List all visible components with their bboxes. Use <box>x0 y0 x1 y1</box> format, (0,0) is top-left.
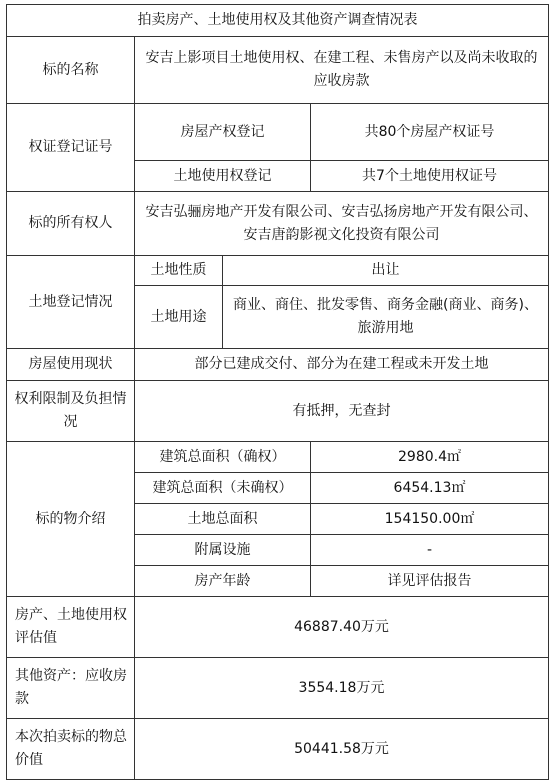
intro-item-value: - <box>311 535 549 566</box>
land-use-value: 商业、商住、批发零售、商务金融(商业、商务)、旅游用地 <box>223 286 549 349</box>
intro-item-key: 附属设施 <box>135 535 311 566</box>
row-value-restriction: 有抵押，无查封 <box>135 381 549 442</box>
intro-item-key: 房产年龄 <box>135 566 311 597</box>
row-label-land-reg: 土地登记情况 <box>7 256 135 349</box>
row-label-other: 其他资产：应收房款 <box>7 658 135 719</box>
row-value-total: 50441.58万元 <box>135 719 549 780</box>
row-label-owner: 标的所有权人 <box>7 192 135 256</box>
house-registration-key: 房屋产权登记 <box>135 104 311 161</box>
land-nature-key: 土地性质 <box>135 256 223 286</box>
row-label-total: 本次拍卖标的物总价值 <box>7 719 135 780</box>
row-label-registration: 权证登记证号 <box>7 104 135 192</box>
intro-item-key: 建筑总面积（未确权） <box>135 473 311 504</box>
land-use-key: 土地用途 <box>135 286 223 349</box>
row-value-other: 3554.18万元 <box>135 658 549 719</box>
intro-item-key: 建筑总面积（确权） <box>135 442 311 473</box>
asset-survey-table <box>6 4 549 780</box>
row-value-valuation: 46887.40万元 <box>135 597 549 658</box>
row-label-valuation: 房产、土地使用权评估值 <box>7 597 135 658</box>
row-value-owner: 安吉弘骊房地产开发有限公司、安吉弘扬房地产开发有限公司、安吉唐韵影视文化投资有限公司 <box>135 192 549 256</box>
house-registration-value: 共80个房屋产权证号 <box>311 104 549 161</box>
intro-item-value: 2980.4㎡ <box>311 442 549 473</box>
intro-item-key: 土地总面积 <box>135 504 311 535</box>
row-label-restriction: 权利限制及负担情况 <box>7 381 135 442</box>
row-value-name: 安吉上影项目土地使用权、在建工程、未售房产以及尚未收取的应收房款 <box>135 37 549 104</box>
intro-item-value: 154150.00㎡ <box>311 504 549 535</box>
table-title: 拍卖房产、土地使用权及其他资产调查情况表 <box>7 5 549 37</box>
land-nature-value: 出让 <box>223 256 549 286</box>
row-label-status: 房屋使用现状 <box>7 349 135 381</box>
land-registration-value: 共7个土地使用权证号 <box>311 161 549 192</box>
row-value-status: 部分已建成交付、部分为在建工程或未开发土地 <box>135 349 549 381</box>
intro-item-value: 6454.13㎡ <box>311 473 549 504</box>
intro-item-value: 详见评估报告 <box>311 566 549 597</box>
land-registration-key: 土地使用权登记 <box>135 161 311 192</box>
row-label-intro: 标的物介绍 <box>7 442 135 597</box>
row-label-name: 标的名称 <box>7 37 135 104</box>
